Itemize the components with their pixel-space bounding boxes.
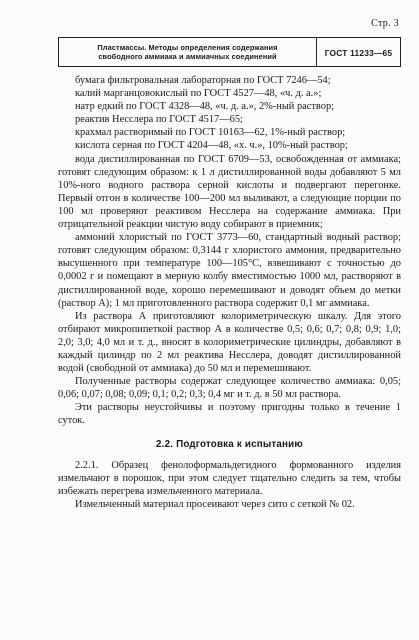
standard-number [317, 38, 400, 66]
reagent-item: бумага фильтровальная лабораторная по ГОСТ 7246—54; [75, 75, 331, 86]
reagent-item: кислота серная по ГОСТ 4204—48, «х. ч.», 10%-ный раствор; [75, 140, 348, 152]
reagent-item: калий марганцовокислый по ГОСТ 4527—48, «ч. д. а.»; [75, 88, 322, 100]
reagent-item: крахмал растворимый по ГОСТ 10163—62, 1%-ный раствор; [75, 127, 346, 139]
reagent-item: реактив Несслера по ГОСТ 4517—65; [75, 114, 243, 126]
document-body [58, 74, 401, 511]
standard-label: ГОСТ 11233—65 [324, 48, 393, 58]
section-heading: 2.2. Подготовка к испытанию [156, 438, 303, 450]
section-paragraph: 2.2.1. Образец фенолоформальдегидного формованного изделия измельчают в порошок, при этом следует тщательно следить за тем, чтобы избежать перегрева измельченного материала. [58, 459, 401, 497]
page-number: Стр. 3 [371, 18, 399, 29]
reagent-item: натр едкий по ГОСТ 4328—48, «ч. д. а.», 2%-ный раствор; [75, 101, 335, 113]
body-paragraph: Полученные растворы содержат следующее количество аммиака: 0,05; 0,06; 0,07; 0,08; 0,09; 0,1; 0,2; 0,3; 0,4 мг и т. д. в 50 мл раствора. [58, 376, 401, 401]
header-title [59, 38, 317, 66]
header-title-line-2: свободного аммиака и аммиачных соединений [98, 52, 277, 61]
reagent-item: вода дистиллированная по ГОСТ 6709—53, освобожденная от аммиака; готовят следующим образом: к 1 л дистиллированной воды добавляют 5 мл 10%-ного водного раствора серной кислоты и подвергают перегонке. Первый отгон в количестве 100—200 мл выливают, а следующие порции по 100 мл проверяют реактивом Несслера на содержание аммиака. При отрицательной реакции чистую воду собирают в приемник; [58, 153, 401, 231]
body-paragraph: Эти растворы неустойчивы и поэтому пригодны только в течение 1 суток. [58, 402, 401, 427]
document-header [58, 37, 401, 67]
reagent-item: аммоний хлористый по ГОСТ 3773—60, стандартный водный раствор; готовят следующим образом: 0,3144 г хлористого аммония, предварительно высушенного при температуре 100—105°С, взвешивают с точностью до 0,0002 г и помещают в мерную колбу вместимостью 1000 мл, растворяют в дистиллированной воде, хорошо перемешивают и доводят объем до метки (раствор А); 1 мл приготовленного раствора содержит 0,1 мг аммиака. [58, 232, 401, 309]
section-paragraph: Измельченный материал просеивают через сито с сеткой № 02. [75, 498, 355, 510]
header-title-line-1: Пластмассы. Методы определения содержания [97, 43, 278, 52]
body-paragraph: Из раствора А приготовляют колориметрическую шкалу. Для этого отбирают микропипеткой раствор А в количестве 0,5; 0,6; 0,7; 0,8; 0,9; 1,0; 2,0; 3,0; 4,0 мл и т. д., вносят в колориметрические цилиндры, добавляют в каждый цилиндр по 2 мл реактива Несслера, доводят дистиллированной водой (свободной от аммиака) до 50 мл и перемешивают. [58, 310, 401, 375]
